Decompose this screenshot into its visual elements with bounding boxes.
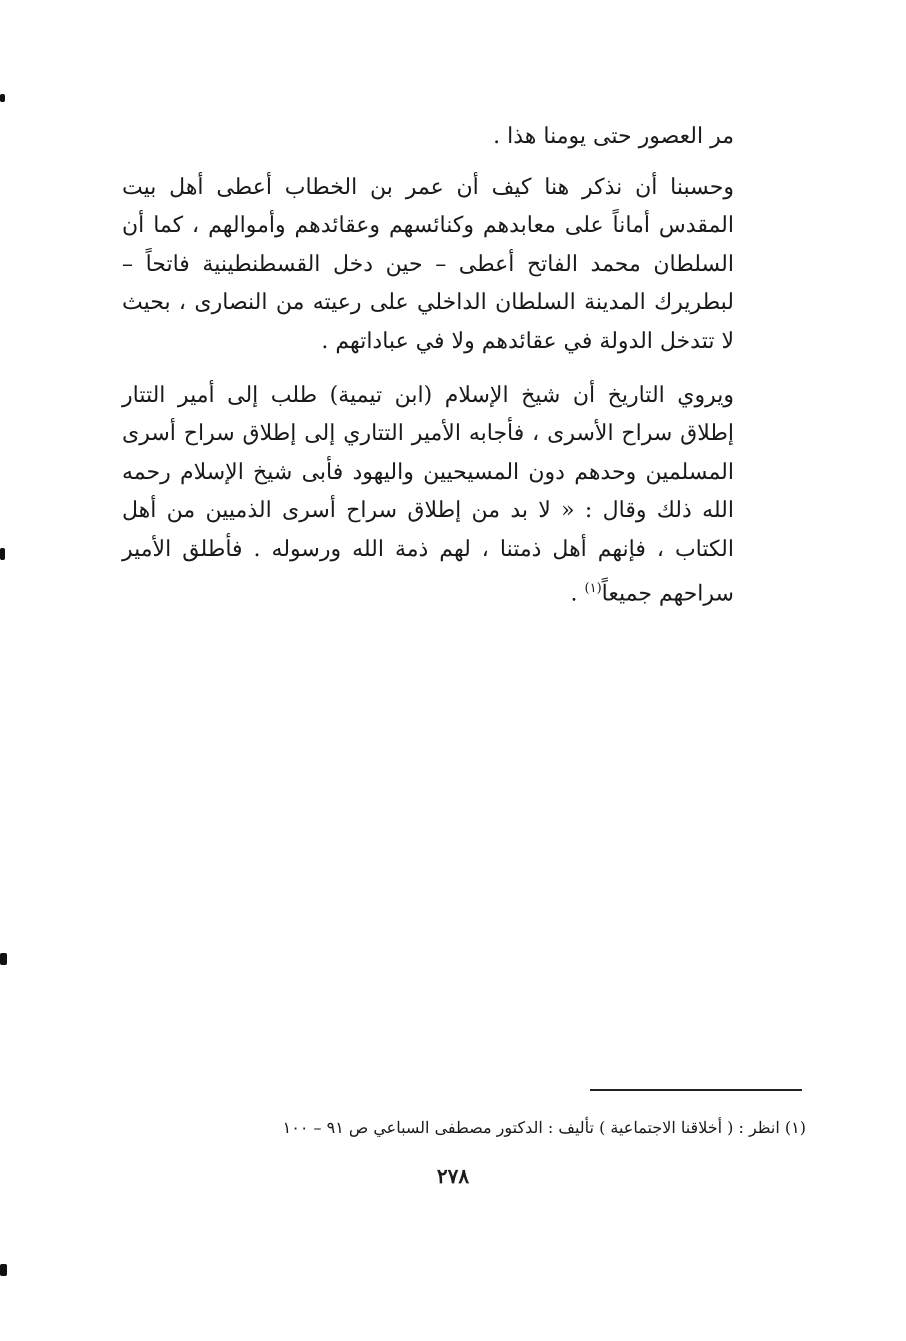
paragraph-umar-covenant: وحسبنا أن نذكر هنا كيف أن عمر بن الخطاب أعطى أهل بيت المقدس أماناً على معابدهم وكنائسهم وعقائدهم وأموالهم ، كما أن السلطان محمد الفاتح أعطى – حين دخل القسطنطينية فاتحاً – لبطريرك المدينة السلطان الداخلي على رعيته من النصارى ، بحيث لا تتدخل الدولة في عقائدهم ولا في عباداتهم . bbox=[122, 174, 734, 354]
scan-edge-mark bbox=[0, 548, 5, 560]
page-number: ٢٧٨ bbox=[436, 1164, 470, 1188]
paragraph-ibn-taymiyya-text: ويروي التاريخ أن شيخ الإسلام (ابن تيمية) طلب إلى أمير التتار إطلاق سراح الأسرى ، فأجابه الأمير التتاري إلى إطلاق سراح أسرى المسلمين وحدهم دون المسيحيين واليهود فأبى شيخ الإسلام رحمه الله ذلك وقال : « لا بد من إطلاق سراح أسرى الذميين من أهل الكتاب ، فإنهم أهل ذمتنا ، لهم ذمة الله ورسوله . فأطلق الأمير سراحهم جميعاً bbox=[122, 382, 734, 606]
paragraph-end-punctuation: . bbox=[570, 580, 585, 606]
footnote-divider bbox=[590, 1089, 802, 1091]
footnote-reference: (١) bbox=[584, 580, 602, 596]
paragraph-continuation: مر العصور حتى يومنا هذا . bbox=[493, 124, 734, 149]
footnote: (١) انظر : ( أخلاقنا الاجتماعية ) تأليف : الدكتور مصطفى السباعي ص ٩١ – ١٠٠ bbox=[282, 1118, 806, 1137]
main-text bbox=[122, 118, 734, 628]
scan-edge-mark bbox=[0, 94, 5, 102]
scan-edge-mark bbox=[0, 1264, 7, 1276]
scan-edge-mark bbox=[0, 953, 7, 965]
paragraph-ibn-taymiyya bbox=[122, 377, 734, 614]
